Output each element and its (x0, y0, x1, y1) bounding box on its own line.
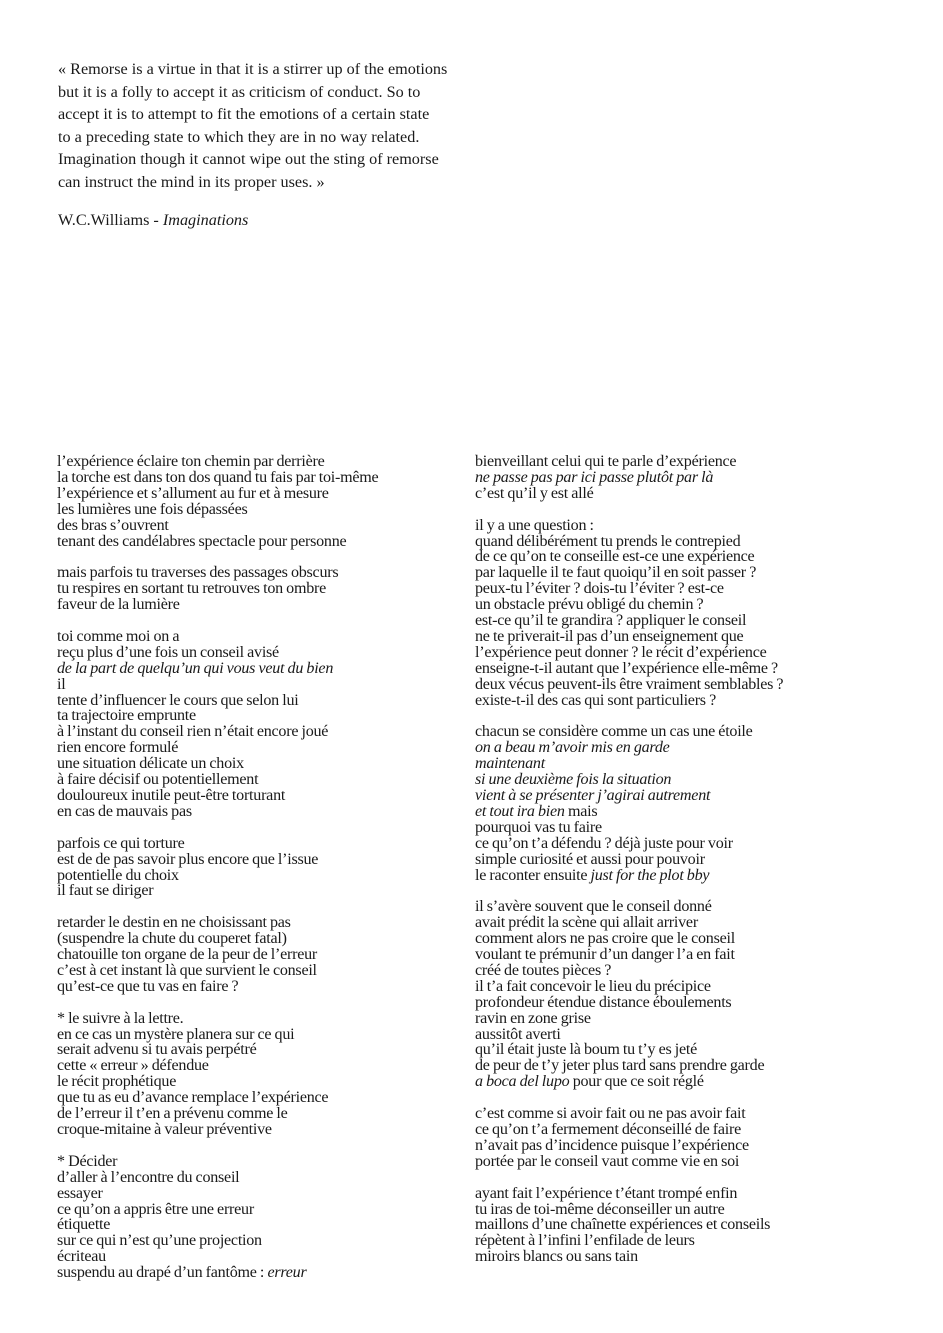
line-text: répètent à l’infini l’enfilade de leurs (475, 1232, 695, 1250)
poem-line (475, 963, 895, 979)
poem-line (475, 1154, 895, 1170)
line-text: ce qu’on t’a fermement déconseillé de faire (475, 1121, 741, 1138)
poem-line (57, 868, 457, 884)
poem-line (475, 549, 895, 565)
poem-line (57, 581, 457, 597)
line-text: profondeur étendue distance éboulements (475, 993, 732, 1011)
poem-stanza (57, 629, 457, 820)
line-text: il faut se diriger (57, 882, 154, 900)
poem-line (57, 772, 457, 788)
line-text: une situation délicate un choix (57, 755, 244, 773)
line-text: deux vécus peuvent-ils être vraiment semblables ? (475, 675, 784, 693)
poem-line (57, 1154, 457, 1170)
line-text: il y a une question : (475, 516, 594, 534)
line-italic-text: maintenant (475, 755, 545, 773)
epigraph-attribution (58, 209, 478, 232)
poem-line (57, 1074, 457, 1090)
poem-line (475, 852, 895, 868)
poem-line (475, 868, 895, 884)
poem-line (57, 693, 457, 709)
line-text: tu respires en sortant tu retrouves ton ombre (57, 580, 327, 598)
poem-line (57, 1186, 457, 1202)
poem-line (475, 1058, 895, 1074)
poem-line (57, 518, 457, 534)
poem-stanza (57, 915, 457, 995)
poem-line (57, 486, 457, 502)
poem-line (57, 852, 457, 868)
poem-stanza (475, 899, 895, 1090)
poem-line (475, 677, 895, 693)
line-text: parfois ce qui torture (57, 834, 185, 852)
poem-column-right (475, 454, 895, 1281)
line-text: que tu as eu d’avance remplace l’expérience (57, 1089, 329, 1107)
poem-line (57, 724, 457, 740)
poem-line (57, 804, 457, 820)
poem-line (475, 581, 895, 597)
poem-line (57, 1027, 457, 1043)
poem-line (57, 1249, 457, 1265)
poem-line (475, 1042, 895, 1058)
poem-line (475, 724, 895, 740)
poem-line (57, 947, 457, 963)
quote-line: can instruct the mind in its proper uses. » (58, 172, 325, 191)
poem-line (475, 565, 895, 581)
poem-line (475, 693, 895, 709)
poem-line (475, 629, 895, 645)
line-text: serait advenu si tu avais perpétré (57, 1041, 257, 1059)
line-text: tenant des candélabres spectacle pour personne (57, 532, 347, 550)
line-text: de ce qu’on te conseille est-ce une expérience (475, 548, 755, 566)
poem-line (475, 931, 895, 947)
line-text: de l’erreur il t’en a prévenu comme le (57, 1105, 288, 1123)
poem-line (475, 1011, 895, 1027)
line-text: tente d’influencer le cours que selon lui (57, 691, 299, 709)
line-text: c’est comme si avoir fait ou ne pas avoir fait (475, 1105, 746, 1123)
poem-column-left (57, 454, 457, 1297)
poem-stanza (475, 454, 895, 502)
line-text: cette « erreur » défendue (57, 1057, 209, 1075)
poem-stanza (475, 518, 895, 709)
line-text: c’est à cet instant là que survient le conseil (57, 961, 317, 979)
line-text: écriteau (57, 1248, 106, 1266)
line-text: d’aller à l’encontre du conseil (57, 1168, 240, 1186)
poem-line (475, 915, 895, 931)
poem-line (57, 565, 457, 581)
poem-line (57, 788, 457, 804)
poem-line (475, 740, 895, 756)
line-italic-text: just for the plot bby (590, 866, 710, 884)
poem-stanza (57, 1154, 457, 1281)
poem-line (475, 1074, 895, 1090)
line-italic-text: et tout ira bien (475, 802, 565, 820)
line-text: * Décider (57, 1152, 118, 1170)
line-text: étiquette (57, 1216, 111, 1234)
line-text: ne te priverait-il pas d’un enseignement que (475, 627, 744, 645)
line-italic-text: erreur (267, 1264, 307, 1282)
line-text: croque-mitaine à valeur préventive (57, 1120, 272, 1138)
line-text: la torche est dans ton dos quand tu fais par toi-même (57, 468, 379, 486)
poem-line (475, 1122, 895, 1138)
line-text: le récit prophétique (57, 1073, 177, 1091)
line-text: chatouille ton organe de la peur de l’erreur (57, 946, 318, 964)
line-text: des bras s’ouvrent (57, 516, 169, 534)
line-text: enseigne-t-il autant que l’expérience elle-même ? (475, 659, 778, 677)
line-text: c’est qu’il y est allé (475, 484, 594, 502)
line-text: de peur de t’y jeter plus tard sans prendre garde (475, 1057, 765, 1075)
line-text: portée par le conseil vaut comme vie en soi (475, 1152, 740, 1170)
line-text: toi comme moi on a (57, 627, 180, 645)
poem-stanza (57, 454, 457, 549)
poem-stanza (57, 1011, 457, 1138)
line-text: chacun se considère comme un cas une étoile (475, 723, 753, 741)
line-text: simple curiosité et aussi pour pouvoir (475, 850, 705, 868)
line-text: peux-tu l’éviter ? dois-tu l’éviter ? est-ce (475, 580, 724, 598)
epigraph (58, 58, 478, 231)
poem-line (475, 1186, 895, 1202)
poem-line (475, 518, 895, 534)
poem-line (57, 1011, 457, 1027)
poem-line (57, 1265, 457, 1281)
poem-line (57, 1217, 457, 1233)
poem-line (57, 454, 457, 470)
poem-line (475, 979, 895, 995)
line-text: il (57, 675, 66, 693)
line-text: les lumières une fois dépassées (57, 500, 248, 518)
line-text: à l’instant du conseil rien n’était encore joué (57, 723, 329, 741)
poem-line (57, 677, 457, 693)
line-text: il t’a fait concevoir le lieu du précipice (475, 977, 711, 995)
line-text: pourquoi vas tu faire (475, 818, 602, 836)
line-text: l’expérience peut donner ? le récit d’expérience (475, 643, 767, 661)
attribution-work-title: Imaginations (162, 210, 249, 229)
poem-line (57, 740, 457, 756)
poem-line (475, 454, 895, 470)
poem-line (475, 1027, 895, 1043)
epigraph-quote (58, 58, 478, 194)
poem-line (475, 661, 895, 677)
poem-stanza (475, 724, 895, 883)
poem-line (475, 788, 895, 804)
line-text: rien encore formulé (57, 739, 179, 757)
poem-line (475, 1217, 895, 1233)
poem-line (57, 1202, 457, 1218)
line-text: il s’avère souvent que le conseil donné (475, 898, 712, 916)
line-text: comment alors ne pas croire que le conseil (475, 930, 735, 948)
quote-line: Imagination though it cannot wipe out the sting of remorse (58, 150, 439, 169)
line-text: ce qu’on t’a défendu ? déjà juste pour voir (475, 834, 733, 852)
line-text: le raconter ensuite (475, 866, 591, 884)
line-italic-text: a boca del lupo (475, 1073, 570, 1091)
poem-line (475, 947, 895, 963)
poem-line (475, 772, 895, 788)
line-text: à faire décisif ou potentiellement (57, 771, 259, 789)
poem-line (57, 883, 457, 899)
line-text: l’expérience éclaire ton chemin par derrière (57, 453, 325, 470)
poem-line (57, 756, 457, 772)
quote-line: but it is a folly to accept it as criticism of conduct. So to (58, 82, 421, 101)
poem-line (57, 1058, 457, 1074)
line-text: essayer (57, 1184, 103, 1202)
line-text: l’expérience et s’allument au fur et à mesure (57, 484, 329, 502)
poem-line (57, 1106, 457, 1122)
poem-line (475, 756, 895, 772)
quote-line: accept it is to attempt to fit the emotions of a certain state (58, 105, 430, 124)
line-text: en cas de mauvais pas (57, 802, 192, 820)
poem-line (57, 1042, 457, 1058)
poem-line (475, 836, 895, 852)
poem-line (475, 804, 895, 820)
poem-line (475, 820, 895, 836)
poem-line (57, 470, 457, 486)
poem-line (57, 963, 457, 979)
poem-line (475, 534, 895, 550)
line-text: potentielle du choix (57, 866, 179, 884)
line-italic-text: si une deuxième fois la situation (475, 771, 672, 789)
poem-line (475, 1106, 895, 1122)
quote-line: « Remorse is a virtue in that it is a stirrer up of the emotions (58, 60, 448, 78)
line-text: douloureux inutile peut-être torturant (57, 787, 286, 804)
poem-line (57, 534, 457, 550)
poem-line (475, 1202, 895, 1218)
line-text: retarder le destin en ne choisissant pas (57, 914, 291, 932)
line-text: ayant fait l’expérience t’étant trompé enfin (475, 1184, 738, 1202)
line-text: aussitôt averti (475, 1025, 561, 1043)
poem-line (475, 597, 895, 613)
line-text: voulant te prémunir d’un danger l’a en fait (475, 946, 735, 964)
line-text: qu’il était juste là boum tu t’y es jeté (475, 1041, 697, 1059)
line-text: n’avait pas d’incidence puisque l’expérience (475, 1136, 749, 1154)
poem-stanza (57, 565, 457, 613)
line-text: (suspendre la chute du couperet fatal) (57, 930, 287, 948)
line-text: créé de toutes pièces ? (475, 961, 612, 979)
poem-line (475, 645, 895, 661)
poem-line (57, 1170, 457, 1186)
line-text: faveur de la lumière (57, 596, 180, 614)
poem-line (57, 1090, 457, 1106)
poem-line (475, 613, 895, 629)
line-text: sur ce qui n’est qu’une projection (57, 1232, 262, 1250)
poem-line (475, 470, 895, 486)
quote-line: to a preceding state to which they are in no way related. (58, 127, 420, 146)
line-italic-text: vient à se présenter j’agirai autrement (475, 787, 711, 804)
attribution-author: W.C.Williams - (58, 210, 163, 229)
line-text: bienveillant celui qui te parle d’expérience (475, 453, 737, 470)
line-text: quand délibérément tu prends le contrepied (475, 532, 741, 550)
poem-line (57, 661, 457, 677)
line-text: existe-t-il des cas qui sont particuliers ? (475, 691, 716, 709)
poem-line (57, 931, 457, 947)
line-italic-text: de la part de quelqu’un qui vous veut du bien (57, 659, 334, 677)
line-text: en ce cas un mystère planera sur ce qui (57, 1025, 295, 1043)
line-text: suspendu au drapé d’un fantôme : (57, 1264, 268, 1282)
poem-line (475, 899, 895, 915)
poem-line (475, 1249, 895, 1265)
line-text: miroirs blancs ou sans tain (475, 1248, 638, 1266)
poem-line (57, 629, 457, 645)
line-text: est de de pas savoir plus encore que l’issue (57, 850, 319, 868)
poem-line (57, 979, 457, 995)
line-text: un obstacle prévu obligé du chemin ? (475, 596, 704, 614)
line-text: pour que ce soit réglé (569, 1073, 704, 1091)
line-text: maillons d’une chaînette expériences et conseils (475, 1216, 771, 1234)
poem-line (475, 1138, 895, 1154)
line-text: mais parfois tu traverses des passages obscurs (57, 564, 339, 582)
line-text: tu iras de toi-même déconseiller un autre (475, 1200, 725, 1218)
line-text: par laquelle il te faut quoiqu’il en soit passer ? (475, 564, 757, 582)
poem-line (475, 995, 895, 1011)
poem-line (57, 502, 457, 518)
line-italic-text: ne passe pas par ici passe plutôt par là (475, 468, 714, 486)
poem-line (475, 486, 895, 502)
line-text: ravin en zone grise (475, 1009, 591, 1027)
poem-line (57, 915, 457, 931)
line-text: qu’est-ce que tu vas en faire ? (57, 977, 239, 995)
poem-line (475, 1233, 895, 1249)
poem-line (57, 1233, 457, 1249)
poem-line (57, 597, 457, 613)
poem-stanza (475, 1186, 895, 1266)
line-text: mais (564, 802, 598, 820)
poem-stanza (57, 836, 457, 900)
line-text: est-ce qu’il te grandira ? appliquer le conseil (475, 612, 747, 630)
poem-stanza (475, 1106, 895, 1170)
line-text: ta trajectoire emprunte (57, 707, 196, 725)
line-text: * le suivre à la lettre. (57, 1009, 184, 1027)
line-text: ce qu’on a appris être une erreur (57, 1200, 254, 1218)
line-text: reçu plus d’une fois un conseil avisé (57, 643, 279, 661)
poem-line (57, 836, 457, 852)
line-italic-text: on a beau m’avoir mis en garde (475, 739, 670, 757)
poem-line (57, 1122, 457, 1138)
poem-line (57, 645, 457, 661)
line-text: avait prédit la scène qui allait arriver (475, 914, 698, 932)
poem-line (57, 708, 457, 724)
